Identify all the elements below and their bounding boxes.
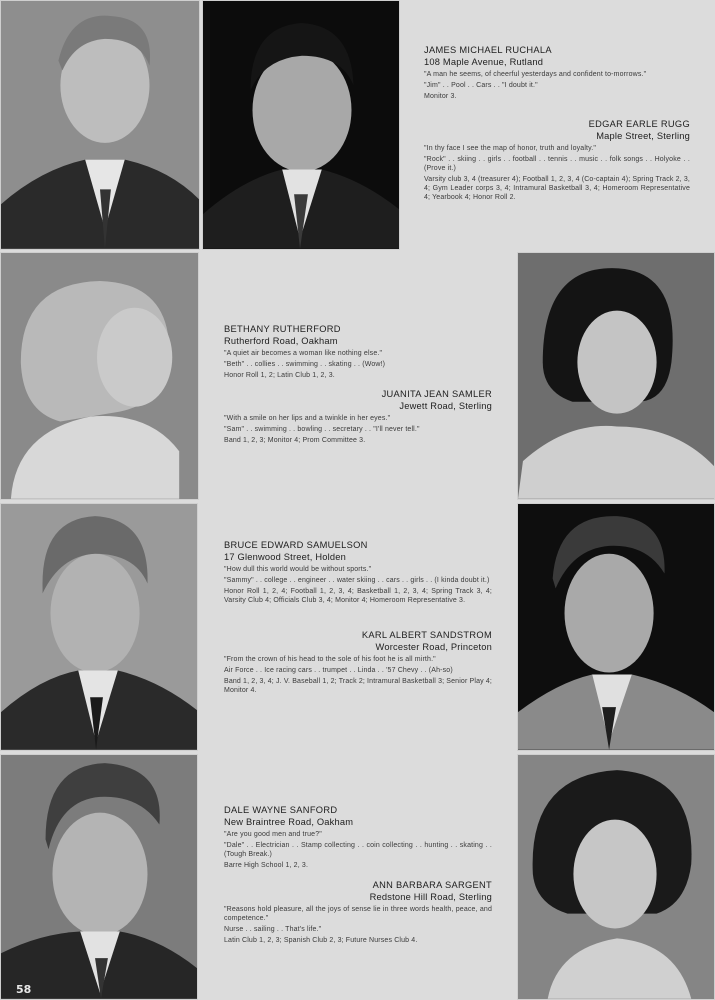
portrait-photo-rugg: [202, 0, 400, 250]
student-interests: "Sammy" . . college . . engineer . . water skiing . . cars . . girls . . (I kinda doubt it.): [224, 577, 490, 584]
student-activities: Varsity club 3, 4 (treasurer 4); Football 1, 2, 3, 4 (Co-captain 4); Spring Track 2, 3, 4; Gym Leader corps 3, 4; Intramural Basketball 3, 4; Homeroom Representative 4; Yearbook 4; Honor Roll 2.: [424, 176, 690, 201]
student-name: JAMES MICHAEL RUCHALA: [424, 45, 552, 55]
page-number: 58: [16, 983, 32, 996]
student-quote: "From the crown of his head to the sole of his foot he is all mirth.": [224, 656, 436, 663]
student-quote: "How dull this world would be without sports.": [224, 566, 372, 573]
student-interests: "Beth" . . collies . . swimming . . skating . . (Wow!): [224, 361, 386, 368]
student-activities: Monitor 3.: [424, 93, 457, 100]
student-interests: "Rock" . . skiing . . girls . . football . . tennis . . music . . folk songs . . Holyoke . . (Prove it.): [424, 156, 690, 172]
student-entry-rutherford: [224, 324, 494, 382]
student-activities: Barre High School 1, 2, 3.: [224, 862, 309, 869]
portrait-male-icon: [1, 755, 197, 999]
student-entry-samuelson: [224, 540, 492, 607]
student-quote: "Reasons hold pleasure, all the joys of sense lie in three words health, peace, and competence.": [224, 906, 492, 922]
portrait-male-icon: [203, 1, 399, 249]
student-quote: "With a smile on her lips and a twinkle in her eyes.": [224, 415, 391, 422]
student-interests: "Dale" . . Electrician . . Stamp collecting . . coin collecting . . hunting . . skating . . (Tough Break.): [224, 842, 492, 858]
portrait-photo-samuelson: [0, 503, 198, 751]
student-name: KARL ALBERT SANDSTROM: [361, 630, 492, 640]
student-activities: Band 1, 2, 3; Monitor 4; Prom Committee 3.: [224, 437, 366, 444]
student-name: ANN BARBARA SARGENT: [372, 880, 492, 890]
portrait-male-icon: [1, 504, 197, 750]
student-address: Maple Street, Sterling: [596, 131, 690, 141]
student-activities: Band 1, 2, 3, 4; J. V. Baseball 1, 2; Track 2; Intramural Basketball 3; Senior Play 4; Monitor 4.: [224, 678, 492, 694]
student-entry-sargent: [224, 880, 492, 947]
student-address: 108 Maple Avenue, Rutland: [424, 57, 544, 67]
student-name: BETHANY RUTHERFORD: [224, 324, 341, 334]
portrait-photo-rutherford: [0, 252, 199, 500]
student-address: Jewett Road, Sterling: [399, 401, 492, 411]
student-activities: Honor Roll 1, 2; Latin Club 1, 2, 3.: [224, 372, 335, 379]
student-interests: Air Force . . Ice racing cars . . trumpet . . Linda . . '57 Chevy . . (Ah-so): [224, 667, 453, 674]
portrait-photo-sargent: [517, 754, 715, 1000]
student-interests: "Sam" . . swimming . . bowling . . secretary . . "I'll never tell.": [224, 426, 420, 433]
student-address: Rutherford Road, Oakham: [224, 336, 338, 346]
student-name: JUANITA JEAN SAMLER: [381, 389, 492, 399]
student-address: Worcester Road, Princeton: [375, 642, 492, 652]
portrait-photo-ruchala: [0, 0, 200, 250]
student-entry-sanford: [224, 805, 492, 872]
student-entry-samler: [224, 389, 492, 447]
portrait-photo-samler: [517, 252, 715, 500]
student-name: DALE WAYNE SANFORD: [224, 805, 338, 815]
student-quote: "A man he seems, of cheerful yesterdays and confident to-morrows.": [424, 71, 647, 78]
student-address: Redstone Hill Road, Sterling: [369, 892, 492, 902]
student-address: 17 Glenwood Street, Holden: [224, 552, 347, 562]
student-interests: Nurse . . sailing . . That's life.": [224, 926, 322, 933]
student-activities: Honor Roll 1, 2, 4; Football 1, 2, 3, 4; Basketball 1, 2, 3, 4; Spring Track 3, 4; Varsity Club 4; Officials Club 3, 4; Monitor 4; Homeroom Representative 3.: [224, 588, 492, 604]
student-address: New Braintree Road, Oakham: [224, 817, 354, 827]
student-activities: Latin Club 1, 2, 3; Spanish Club 2, 3; Future Nurses Club 4.: [224, 937, 418, 944]
student-name: EDGAR EARLE RUGG: [588, 119, 690, 129]
portrait-male-icon: [518, 504, 714, 750]
portrait-female-icon: [518, 253, 714, 499]
student-quote: "Are you good men and true?": [224, 831, 322, 838]
student-quote: "A quiet air becomes a woman like nothing else.": [224, 350, 383, 357]
student-quote: "In thy face I see the map of honor, truth and loyalty.": [424, 145, 597, 152]
student-interests: "Jim" . . Pool . . Cars . . "I doubt it.": [424, 82, 538, 89]
portrait-photo-sanford: [0, 754, 198, 1000]
student-entry-ruchala: [424, 45, 690, 103]
portrait-female-icon: [1, 253, 198, 499]
student-entry-sandstrom: [224, 630, 492, 697]
student-entry-rugg: [424, 119, 690, 204]
portrait-male-icon: [1, 1, 199, 249]
portrait-photo-sandstrom: [517, 503, 715, 751]
student-name: BRUCE EDWARD SAMUELSON: [224, 540, 368, 550]
portrait-female-icon: [518, 755, 714, 999]
